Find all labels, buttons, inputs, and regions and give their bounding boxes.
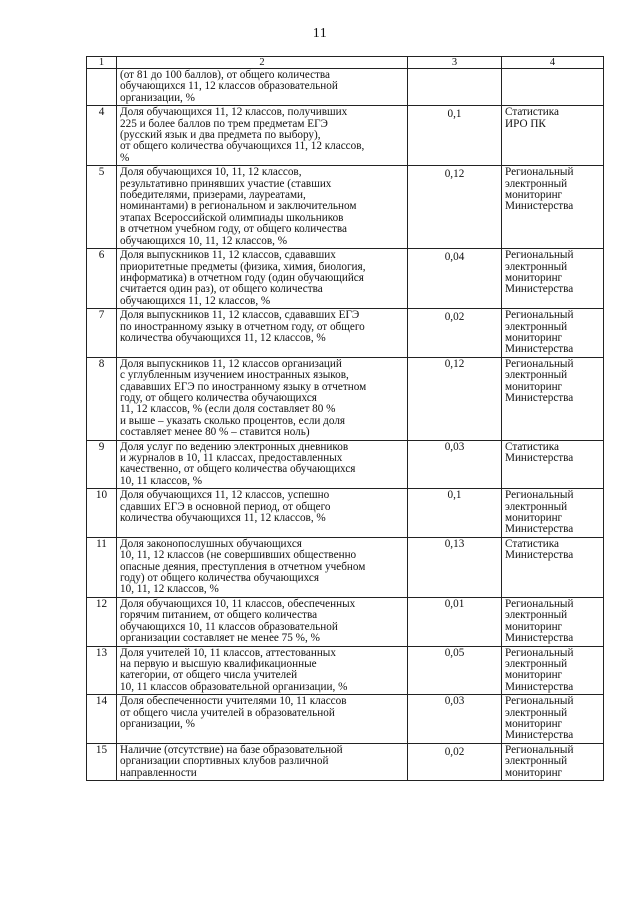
column-header-indicator: 2 (117, 57, 408, 69)
source-line: Региональный (505, 646, 574, 659)
source-line: мониторинг (505, 380, 563, 393)
indicator-description (117, 166, 408, 249)
weight-value: 0,1 (408, 106, 502, 166)
description-line: году) от общего количества обучающихся (120, 572, 319, 585)
row-number: 6 (87, 249, 117, 309)
description-line: обучающихся 10, 11, 12 классов, % (120, 234, 288, 247)
data-source (502, 646, 604, 695)
table-row (87, 537, 604, 597)
weight-value: 0,04 (408, 249, 502, 309)
description-line: категории, от общего числа учителей (120, 669, 298, 682)
indicator-description (117, 69, 408, 106)
description-line: обучающихся 11, 12 классов, % (120, 294, 271, 307)
source-line: мониторинг (505, 512, 563, 525)
description-line: этапах Всероссийской олимпиады школьников (120, 211, 344, 224)
weight-value: 0,02 (408, 743, 502, 780)
source-line: электронный (505, 706, 568, 719)
source-line: электронный (505, 320, 568, 333)
table-row (87, 489, 604, 538)
source-line: электронный (505, 369, 568, 382)
source-line: электронный (505, 657, 568, 670)
description-line: номинантами) в региональном и заключительном (120, 200, 357, 213)
description-line: количества обучающихся 11, 12 классов, % (120, 331, 326, 344)
description-line: 10, 11, 12 классов, % (120, 583, 219, 596)
row-number: 8 (87, 357, 117, 440)
table-row (87, 106, 604, 166)
source-line: Региональный (505, 249, 574, 262)
indicator-description (117, 106, 408, 166)
weight-value (408, 69, 502, 106)
description-line: организации, % (120, 91, 195, 104)
row-number: 12 (87, 597, 117, 646)
description-line: Доля учителей 10, 11 классов, аттестованных (120, 646, 336, 659)
description-line: 225 и более баллов по трем предметам ЕГЭ (120, 117, 328, 130)
row-number: 11 (87, 537, 117, 597)
description-line: 10, 11 классов образовательной организации, % (120, 680, 348, 693)
data-source (502, 106, 604, 166)
table-row (87, 597, 604, 646)
source-line: Статистика (505, 440, 559, 453)
description-line: Доля услуг по ведению электронных дневников (120, 440, 349, 453)
column-header-weight: 3 (408, 57, 502, 69)
source-line: Министерства (505, 200, 574, 213)
source-line: Министерства (505, 549, 574, 562)
source-line: электронный (505, 177, 568, 190)
table-header-row (87, 57, 604, 69)
table-row (87, 440, 604, 489)
row-number: 5 (87, 166, 117, 249)
column-header-number: 1 (87, 57, 117, 69)
source-line: Региональный (505, 743, 574, 756)
source-line: электронный (505, 500, 568, 513)
source-line: мониторинг (505, 717, 563, 730)
description-line: Доля выпускников 11, 12 классов организаций (120, 357, 342, 370)
indicators-table (86, 56, 604, 781)
description-line: Доля обучающихся 11, 12 классов, успешно (120, 489, 330, 502)
source-line: Региональный (505, 357, 574, 370)
description-line: Доля обучающихся 11, 12 классов, получивших (120, 106, 348, 119)
description-line: по иностранному языку в отчетном году, от общего (120, 320, 365, 333)
weight-value: 0,03 (408, 695, 502, 744)
source-line: Министерства (505, 632, 574, 645)
table-row (87, 166, 604, 249)
description-line: Доля выпускников 11, 12 классов, сдававших (120, 249, 336, 262)
description-line: информатика) в отчетном году (один обучающийся (120, 271, 364, 284)
weight-value: 0,02 (408, 309, 502, 358)
description-line: и выше – указать сколько процентов, если доля (120, 414, 346, 427)
data-source (502, 69, 604, 106)
source-line: Региональный (505, 695, 574, 708)
description-line: Наличие (отсутствие) на базе образовательной (120, 743, 343, 756)
row-number: 9 (87, 440, 117, 489)
indicator-description (117, 537, 408, 597)
description-line: 10, 11, 12 классов (не совершивших общественно (120, 549, 357, 562)
description-line: Доля законопослушных обучающихся (120, 537, 302, 550)
description-line: и журналов в 10, 11 классах, предоставленных (120, 452, 343, 464)
description-line: считается один раз), от общего количества (120, 283, 323, 296)
indicator-description (117, 249, 408, 309)
source-line: Статистика (505, 537, 559, 550)
description-line: обучающихся 11, 12 классов образовательной (120, 80, 338, 93)
source-line: мониторинг (505, 271, 563, 284)
weight-value: 0,01 (408, 597, 502, 646)
description-line: направленности (120, 766, 197, 779)
source-line: мониторинг (505, 331, 563, 344)
description-line: 11, 12 классов, % (если доля составляет 80 % (120, 403, 336, 416)
source-line: Министерства (505, 343, 574, 356)
source-line: Министерства (505, 452, 574, 464)
description-line: организации спортивных клубов различной (120, 755, 329, 768)
source-line: Региональный (505, 597, 574, 610)
source-line: электронный (505, 260, 568, 273)
row-number: 10 (87, 489, 117, 538)
data-source (502, 537, 604, 597)
source-line: ИРО ПК (505, 117, 546, 130)
source-line: Региональный (505, 166, 574, 179)
source-line: Министерства (505, 391, 574, 404)
data-source (502, 695, 604, 744)
indicator-description (117, 646, 408, 695)
indicator-description (117, 489, 408, 538)
data-source (502, 357, 604, 440)
indicator-description (117, 309, 408, 358)
data-source (502, 743, 604, 780)
source-line: мониторинг (505, 189, 563, 202)
description-line: году, от общего количества обучающихся (120, 391, 317, 404)
description-line: организации составляет не менее 75 %, % (120, 632, 320, 645)
indicator-description (117, 357, 408, 440)
source-line: мониторинг (505, 766, 563, 779)
description-line: приоритетные предметы (физика, химия, биология, (120, 260, 366, 273)
description-line: Доля выпускников 11, 12 классов, сдававших ЕГЭ (120, 309, 360, 322)
description-line: сдавших ЕГЭ в основной период, от общего (120, 500, 331, 513)
description-line: сдававших ЕГЭ по иностранному языку в отчетном (120, 380, 367, 393)
weight-value: 0,13 (408, 537, 502, 597)
description-line: результативно принявших участие (ставших (120, 177, 332, 190)
description-line: Доля обеспеченности учителями 10, 11 классов (120, 695, 347, 708)
source-line: Министерства (505, 523, 574, 536)
row-number: 15 (87, 743, 117, 780)
table-row (87, 309, 604, 358)
page-number: 11 (312, 26, 328, 41)
table-row (87, 695, 604, 744)
description-line: количества обучающихся 11, 12 классов, % (120, 512, 326, 525)
indicator-description (117, 743, 408, 780)
weight-value: 0,12 (408, 166, 502, 249)
table-row (87, 249, 604, 309)
data-source (502, 166, 604, 249)
description-line: обучающихся 10, 11 классов образовательной (120, 620, 338, 633)
source-line: электронный (505, 609, 568, 622)
weight-value: 0,12 (408, 357, 502, 440)
weight-value: 0,05 (408, 646, 502, 695)
description-line: составляет менее 80 % – ставится ноль) (120, 426, 310, 439)
description-line: от общего количества обучающихся 11, 12 классов, (120, 140, 365, 153)
data-source (502, 249, 604, 309)
indicator-description (117, 695, 408, 744)
row-number: 13 (87, 646, 117, 695)
source-line: мониторинг (505, 620, 563, 633)
row-number: 4 (87, 106, 117, 166)
description-line: опасные деяния, преступления в отчетном учебном (120, 560, 366, 573)
source-line: Региональный (505, 309, 574, 322)
table-row (87, 69, 604, 106)
row-number: 14 (87, 695, 117, 744)
data-source (502, 597, 604, 646)
column-header-source: 4 (502, 57, 604, 69)
description-line: (русский язык и два предмета по выбору), (120, 129, 321, 142)
source-line: электронный (505, 755, 568, 768)
weight-value: 0,1 (408, 489, 502, 538)
data-source (502, 440, 604, 489)
weight-value: 0,03 (408, 440, 502, 489)
row-number: 7 (87, 309, 117, 358)
data-source (502, 309, 604, 358)
description-line: (от 81 до 100 баллов), от общего количества (120, 69, 331, 81)
source-line: Министерства (505, 283, 574, 296)
description-line: от общего числа учителей в образовательной (120, 706, 335, 719)
description-line: с углубленным изучением иностранных языков, (120, 369, 349, 382)
source-line: Статистика (505, 106, 559, 119)
source-line: Министерства (505, 729, 574, 742)
description-line: 10, 11 классов, % (120, 474, 203, 487)
source-line: Министерства (505, 680, 574, 693)
source-line: Региональный (505, 489, 574, 502)
description-line: на первую и высшую квалификационные (120, 657, 317, 670)
table-row (87, 646, 604, 695)
description-line: победителями, призерами, лауреатами, (120, 189, 306, 202)
indicator-description (117, 440, 408, 489)
description-line: Доля обучающихся 10, 11, 12 классов, (120, 166, 302, 179)
description-line: в отчетном учебном году, от общего количества (120, 223, 348, 236)
row-number (87, 69, 117, 106)
table-row (87, 743, 604, 780)
description-line: Доля обучающихся 10, 11 классов, обеспеченных (120, 597, 356, 610)
indicator-description (117, 597, 408, 646)
description-line: горячим питанием, от общего количества (120, 609, 318, 622)
data-source (502, 489, 604, 538)
description-line: организации, % (120, 717, 195, 730)
table-row (87, 357, 604, 440)
description-line: качественно, от общего количества обучающихся (120, 463, 356, 476)
description-line: % (120, 151, 130, 164)
source-line: мониторинг (505, 669, 563, 682)
